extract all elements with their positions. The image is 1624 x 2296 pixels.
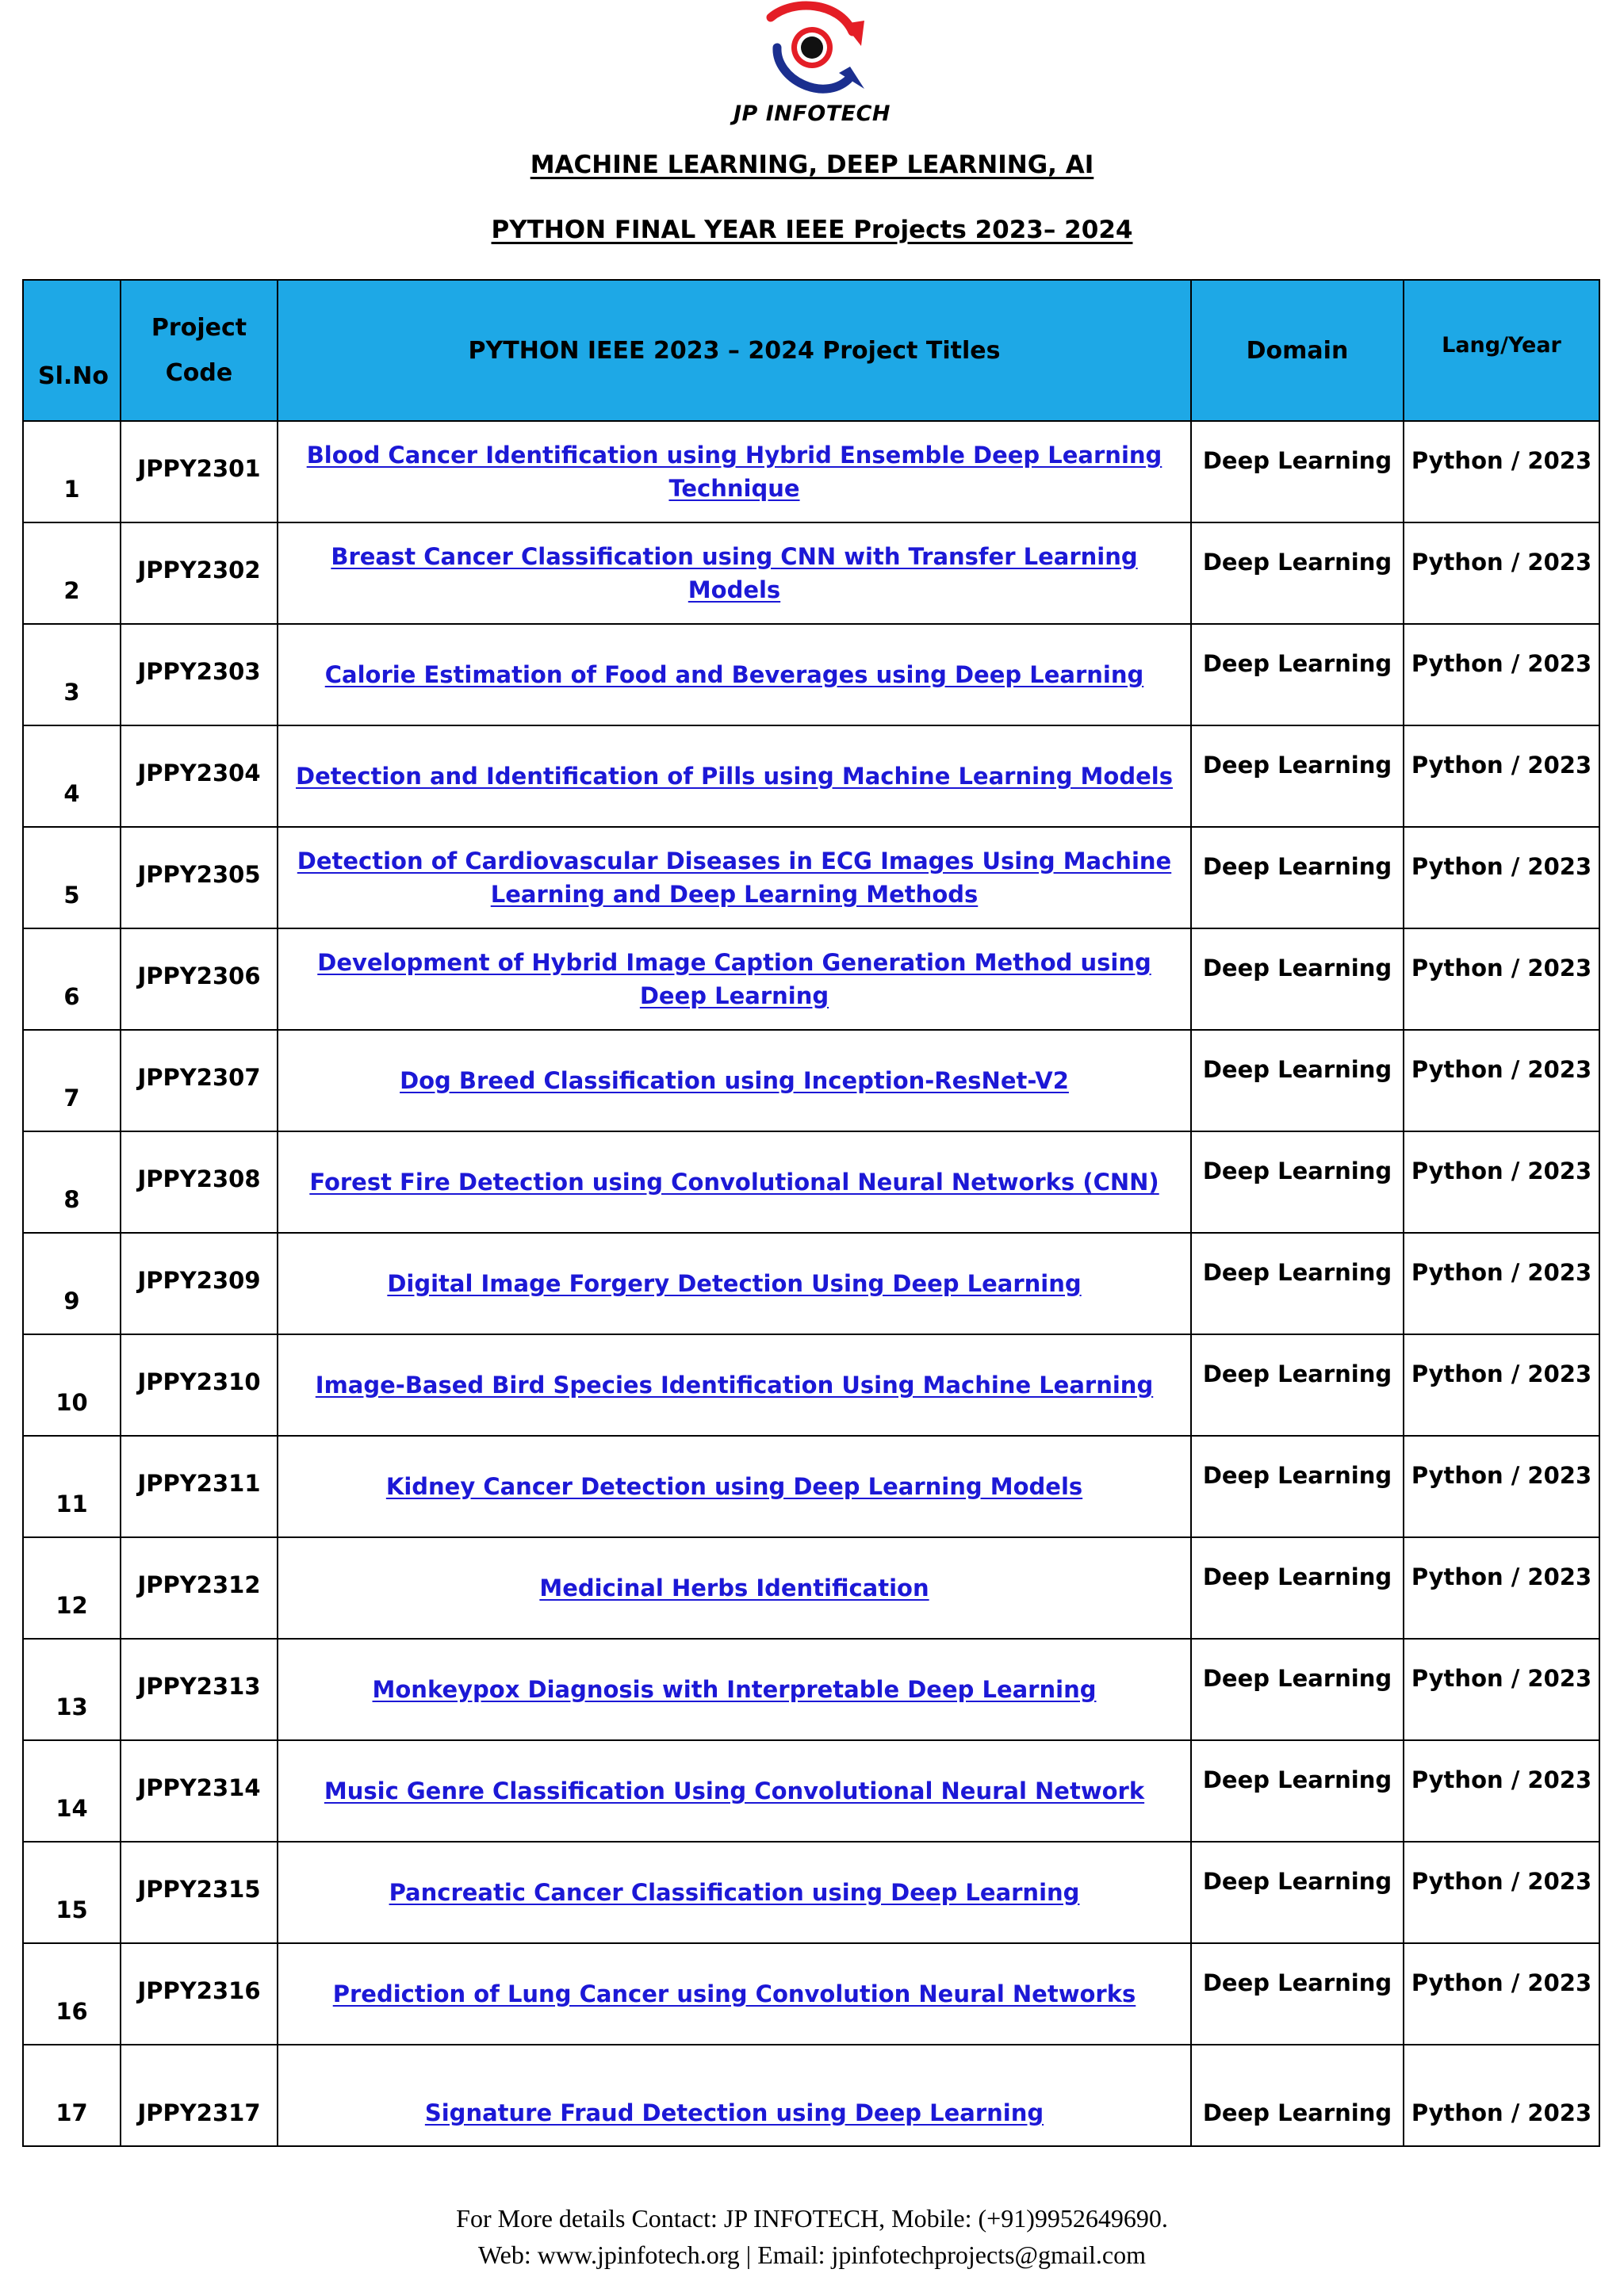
row-lang-year: Python / 2023 bbox=[1404, 827, 1599, 928]
row-sl-no: 10 bbox=[23, 1334, 121, 1436]
row-project-code: JPPY2310 bbox=[121, 1334, 278, 1436]
row-project-title-link[interactable]: Pancreatic Cancer Classification using Deep Learning bbox=[278, 1842, 1191, 1943]
row-sl-no: 4 bbox=[23, 725, 121, 827]
col-header-domain: Domain bbox=[1191, 280, 1404, 421]
row-project-title-link[interactable]: Forest Fire Detection using Convolutional Neural Networks (CNN) bbox=[278, 1131, 1191, 1233]
table-row bbox=[23, 1537, 1599, 1639]
row-domain: Deep Learning bbox=[1191, 1131, 1404, 1233]
row-lang-year: Python / 2023 bbox=[1404, 2045, 1599, 2146]
row-project-title-link[interactable]: Development of Hybrid Image Caption Generation Method using Deep Learning bbox=[278, 928, 1191, 1030]
row-project-code: JPPY2311 bbox=[121, 1436, 278, 1537]
page-subtitle: PYTHON FINAL YEAR IEEE Projects 2023– 2024 bbox=[491, 216, 1133, 244]
row-project-code: JPPY2307 bbox=[121, 1030, 278, 1131]
row-lang-year: Python / 2023 bbox=[1404, 522, 1599, 624]
row-domain: Deep Learning bbox=[1191, 624, 1404, 725]
row-sl-no: 3 bbox=[23, 624, 121, 725]
row-domain: Deep Learning bbox=[1191, 1639, 1404, 1740]
table-row bbox=[23, 1334, 1599, 1436]
row-domain: Deep Learning bbox=[1191, 1233, 1404, 1334]
row-domain: Deep Learning bbox=[1191, 1537, 1404, 1639]
row-lang-year: Python / 2023 bbox=[1404, 1943, 1599, 2045]
row-lang-year: Python / 2023 bbox=[1404, 1233, 1599, 1334]
row-sl-no: 11 bbox=[23, 1436, 121, 1537]
row-lang-year: Python / 2023 bbox=[1404, 1436, 1599, 1537]
table-row bbox=[23, 725, 1599, 827]
table-row bbox=[23, 1233, 1599, 1334]
row-lang-year: Python / 2023 bbox=[1404, 1537, 1599, 1639]
row-sl-no: 14 bbox=[23, 1740, 121, 1842]
row-domain: Deep Learning bbox=[1191, 522, 1404, 624]
row-project-code: JPPY2314 bbox=[121, 1740, 278, 1842]
row-domain: Deep Learning bbox=[1191, 827, 1404, 928]
row-project-title-link[interactable]: Breast Cancer Classification using CNN with Transfer Learning Models bbox=[278, 522, 1191, 624]
row-project-title-link[interactable]: Detection of Cardiovascular Diseases in ECG Images Using Machine Learning and Deep Learning Methods bbox=[278, 827, 1191, 928]
row-project-title-link[interactable]: Blood Cancer Identification using Hybrid Ensemble Deep Learning Technique bbox=[278, 421, 1191, 522]
row-sl-no: 15 bbox=[23, 1842, 121, 1943]
row-project-code: JPPY2308 bbox=[121, 1131, 278, 1233]
row-sl-no: 16 bbox=[23, 1943, 121, 2045]
row-domain: Deep Learning bbox=[1191, 928, 1404, 1030]
row-lang-year: Python / 2023 bbox=[1404, 421, 1599, 522]
row-lang-year: Python / 2023 bbox=[1404, 1639, 1599, 1740]
table-row bbox=[23, 624, 1599, 725]
row-sl-no: 9 bbox=[23, 1233, 121, 1334]
table-row bbox=[23, 1639, 1599, 1740]
footer-contact: For More details Contact: JP INFOTECH, Mobile: (+91)9952649690. bbox=[456, 2204, 1168, 2233]
row-project-code: JPPY2306 bbox=[121, 928, 278, 1030]
row-sl-no: 5 bbox=[23, 827, 121, 928]
table-row bbox=[23, 2045, 1599, 2146]
table-row bbox=[23, 1740, 1599, 1842]
table-row bbox=[23, 928, 1599, 1030]
row-project-title-link[interactable]: Dog Breed Classification using Inception-ResNet-V2 bbox=[278, 1030, 1191, 1131]
row-domain: Deep Learning bbox=[1191, 1030, 1404, 1131]
row-sl-no: 2 bbox=[23, 522, 121, 624]
row-lang-year: Python / 2023 bbox=[1404, 1842, 1599, 1943]
row-lang-year: Python / 2023 bbox=[1404, 1334, 1599, 1436]
row-lang-year: Python / 2023 bbox=[1404, 1740, 1599, 1842]
row-project-title-link[interactable]: Image-Based Bird Species Identification Using Machine Learning bbox=[278, 1334, 1191, 1436]
row-project-title-link[interactable]: Signature Fraud Detection using Deep Learning bbox=[278, 2045, 1191, 2146]
row-project-title-link[interactable]: Prediction of Lung Cancer using Convolution Neural Networks bbox=[278, 1943, 1191, 2045]
row-project-title-link[interactable]: Monkeypox Diagnosis with Interpretable Deep Learning bbox=[278, 1639, 1191, 1740]
table-row bbox=[23, 421, 1599, 522]
row-domain: Deep Learning bbox=[1191, 1740, 1404, 1842]
row-project-code: JPPY2312 bbox=[121, 1537, 278, 1639]
row-project-code: JPPY2302 bbox=[121, 522, 278, 624]
row-domain: Deep Learning bbox=[1191, 421, 1404, 522]
row-lang-year: Python / 2023 bbox=[1404, 1030, 1599, 1131]
row-project-code: JPPY2304 bbox=[121, 725, 278, 827]
row-project-code: JPPY2301 bbox=[121, 421, 278, 522]
projects-table bbox=[22, 279, 1600, 2147]
row-project-code: JPPY2303 bbox=[121, 624, 278, 725]
row-sl-no: 7 bbox=[23, 1030, 121, 1131]
col-header-sl-no: Sl.No bbox=[23, 280, 121, 421]
row-lang-year: Python / 2023 bbox=[1404, 928, 1599, 1030]
col-header-project-code: Project Code bbox=[121, 280, 278, 421]
row-domain: Deep Learning bbox=[1191, 1842, 1404, 1943]
col-header-lang-year: Lang/Year bbox=[1404, 280, 1599, 421]
page-title: MACHINE LEARNING, DEEP LEARNING, AI bbox=[530, 151, 1094, 179]
table-row bbox=[23, 1030, 1599, 1131]
row-project-title-link[interactable]: Detection and Identification of Pills using Machine Learning Models bbox=[278, 725, 1191, 827]
row-domain: Deep Learning bbox=[1191, 1436, 1404, 1537]
row-project-title-link[interactable]: Calorie Estimation of Food and Beverages using Deep Learning bbox=[278, 624, 1191, 725]
row-project-code: JPPY2317 bbox=[121, 2045, 278, 2146]
table-row bbox=[23, 827, 1599, 928]
row-project-code: JPPY2313 bbox=[121, 1639, 278, 1740]
row-project-code: JPPY2305 bbox=[121, 827, 278, 928]
table-row bbox=[23, 1436, 1599, 1537]
row-project-title-link[interactable]: Kidney Cancer Detection using Deep Learning Models bbox=[278, 1436, 1191, 1537]
row-domain: Deep Learning bbox=[1191, 725, 1404, 827]
brand-name: JP INFOTECH bbox=[733, 101, 891, 126]
row-project-title-link[interactable]: Digital Image Forgery Detection Using Deep Learning bbox=[278, 1233, 1191, 1334]
row-project-title-link[interactable]: Music Genre Classification Using Convolutional Neural Network bbox=[278, 1740, 1191, 1842]
col-header-project-title: PYTHON IEEE 2023 – 2024 Project Titles bbox=[278, 280, 1191, 421]
row-project-title-link[interactable]: Medicinal Herbs Identification bbox=[278, 1537, 1191, 1639]
row-sl-no: 8 bbox=[23, 1131, 121, 1233]
table-row bbox=[23, 1842, 1599, 1943]
row-sl-no: 6 bbox=[23, 928, 121, 1030]
row-project-code: JPPY2316 bbox=[121, 1943, 278, 2045]
row-domain: Deep Learning bbox=[1191, 1943, 1404, 2045]
table-row bbox=[23, 522, 1599, 624]
row-sl-no: 12 bbox=[23, 1537, 121, 1639]
table-row bbox=[23, 1943, 1599, 2045]
row-sl-no: 1 bbox=[23, 421, 121, 522]
row-sl-no: 17 bbox=[23, 2045, 121, 2146]
row-sl-no: 13 bbox=[23, 1639, 121, 1740]
row-project-code: JPPY2309 bbox=[121, 1233, 278, 1334]
row-lang-year: Python / 2023 bbox=[1404, 1131, 1599, 1233]
row-lang-year: Python / 2023 bbox=[1404, 624, 1599, 725]
table-row bbox=[23, 1131, 1599, 1233]
table-header-row bbox=[23, 280, 1599, 421]
footer-web-email: Web: www.jpinfotech.org | Email: jpinfotechprojects@gmail.com bbox=[478, 2241, 1146, 2269]
row-project-code: JPPY2315 bbox=[121, 1842, 278, 1943]
row-lang-year: Python / 2023 bbox=[1404, 725, 1599, 827]
row-domain: Deep Learning bbox=[1191, 2045, 1404, 2146]
row-domain: Deep Learning bbox=[1191, 1334, 1404, 1436]
